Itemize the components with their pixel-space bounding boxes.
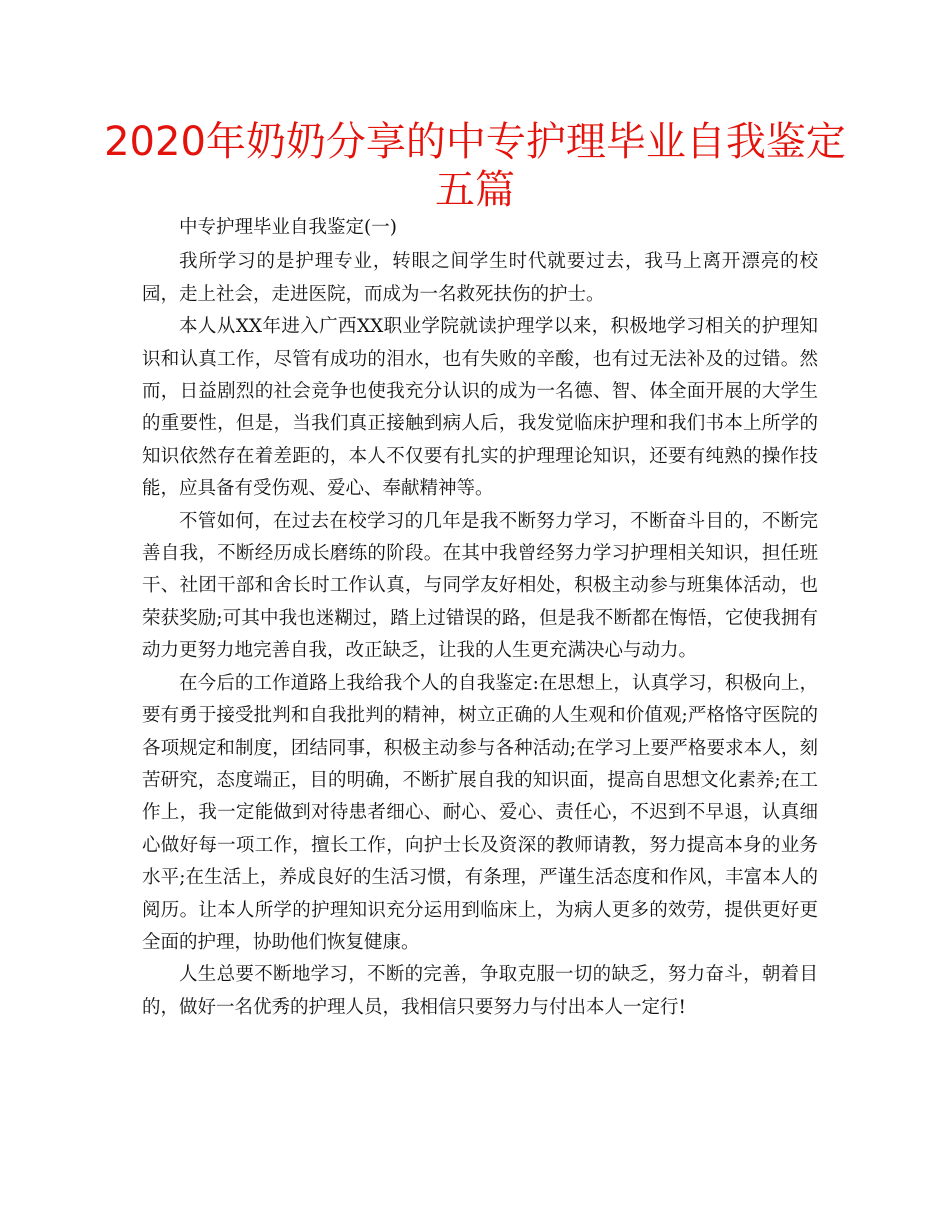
paragraph: 我所学习的是护理专业，转眼之间学生时代就要过去，我马上离开漂亮的校园，走上社会，走进医院，而成为一名救死扶伤的护士。 <box>142 251 818 305</box>
document-title: 2020年奶奶分享的中专护理毕业自我鉴定五篇 <box>104 119 846 213</box>
paragraph: 人生总要不断地学习，不断的完善，争取克服一切的缺乏，努力奋斗，朝着目的，做好一名优秀的护理人员，我相信只要努力与付出本人一定行! <box>142 964 818 1018</box>
paragraph: 在今后的工作道路上我给我个人的自我鉴定:在思想上，认真学习，积极向上，要有勇于接受批判和自我批判的精神，树立正确的人生观和价值观;严格恪守医院的各项规定和制度，团结同事，积极主动参与各种活动;在学习上要严格要求本人，刻苦研究，态度端正，目的明确，不断扩展自我的知识面，提高自思想文化素养;在工作上，我一定能做到对待患者细心、耐心、爱心、责任心，不迟到不早退，认真细心做好每一项工作，擅长工作，向护士长及资深的教师请教，努力提高本身的业务水平;在生活上，养成良好的生活习惯，有条理，严谨生活态度和作风，丰富本人的阅历。让本人所学的护理知识充分运用到临床上，为病人更多的效劳，提供更好更全面的护理，协助他们恢复健康。 <box>142 672 818 953</box>
document-body <box>142 212 818 1024</box>
paragraph: 不管如何，在过去在校学习的几年是我不断努力学习，不断奋斗目的，不断完善自我，不断经历成长磨练的阶段。在其中我曾经努力学习护理相关知识，担任班干、社团干部和舍长时工作认真，与同学友好相处，积极主动参与班集体活动，也荣获奖励;可其中我也迷糊过，踏上过错误的路，但是我不断都在悔悟，它使我拥有动力更努力地完善自我，改正缺乏，让我的人生更充满决心与动力。 <box>142 510 818 662</box>
paragraph: 本人从XX年进入广西XX职业学院就读护理学以来，积极地学习相关的护理知识和认真工作，尽管有成功的泪水，也有失败的辛酸，也有过无法补及的过错。然而，日益剧烈的社会竞争也使我充分认识的成为一名德、智、体全面开展的大学生的重要性，但是，当我们真正接触到病人后，我发觉临床护理和我们书本上所学的知识依然存在着差距的，本人不仅要有扎实的护理理论知识，还要有纯熟的操作技能，应具备有受伤观、爱心、奉献精神等。 <box>142 316 818 500</box>
section-subheading: 中专护理毕业自我鉴定(一) <box>179 217 397 238</box>
